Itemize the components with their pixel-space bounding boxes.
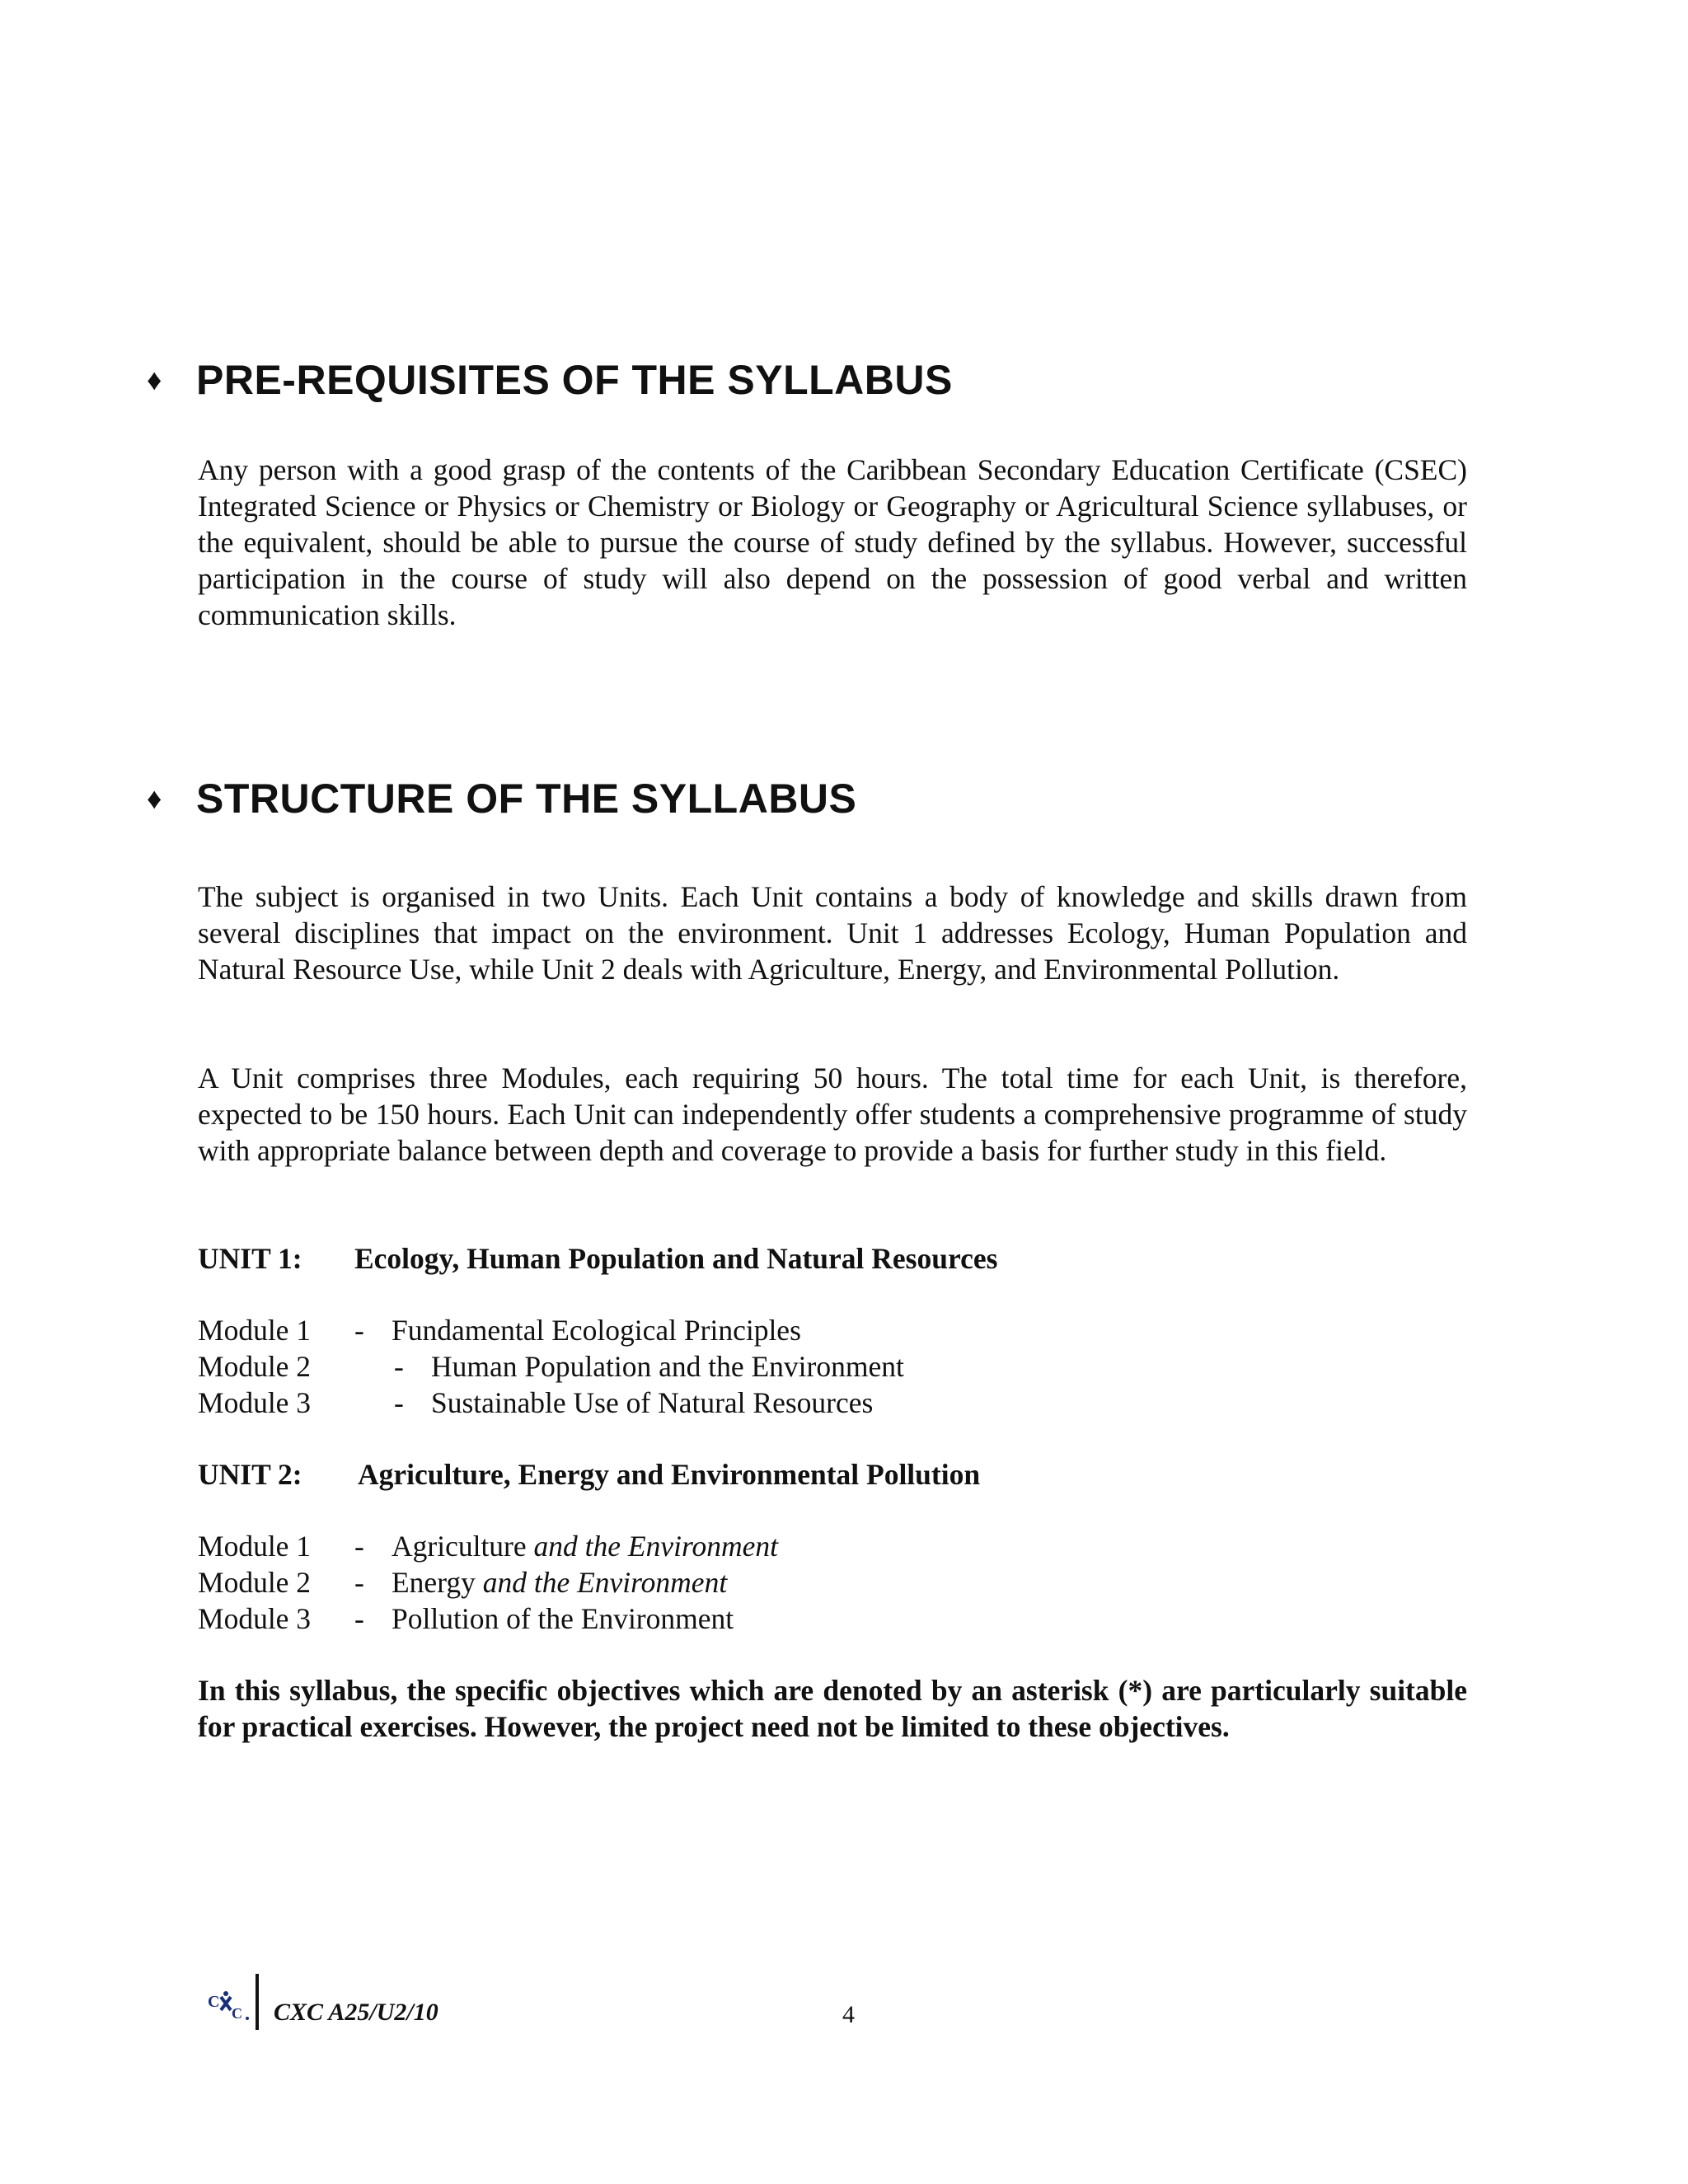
- paragraph-text: A Unit comprises three Modules, each requiring 50 hours. The total time for each Unit, is therefore, expected to be 150 hours. Each Unit can independently offer students a comprehensive programme of study with appropriate balance between depth and coverage to provide a basis for further study in this field.: [198, 1062, 1467, 1167]
- paragraph-text: Any person with a good grasp of the contents of the Caribbean Secondary Education Certificate (CSEC) Integrated Science or Physics or Chemistry or Biology or Geography or Agricultural Science syllabuses, or the equivalent, should be able to pursue the course of study defined by the syllabus. However, successful participation in the course of study will also depend on the possession of good verbal and written communication skills.: [198, 453, 1467, 631]
- section-title: STRUCTURE OF THE SYLLABUS: [196, 776, 857, 822]
- section-heading-structure: [147, 775, 856, 823]
- module-label: Module 2: [198, 1566, 312, 1599]
- unit-2-module-row: [198, 1528, 778, 1564]
- module-dash: -: [394, 1386, 404, 1419]
- module-dash: -: [354, 1314, 364, 1347]
- module-name-italic: and the Environment: [533, 1530, 778, 1563]
- module-label: Module 2: [198, 1350, 312, 1383]
- footer-divider: [256, 1974, 259, 2030]
- module-dash: -: [354, 1530, 364, 1563]
- section-title: PRE-REQUISITES OF THE SYLLABUS: [196, 357, 953, 403]
- diamond-bullet-icon: ♦: [147, 781, 162, 815]
- note-text: In this syllabus, the specific objectives which are denoted by an asterisk (*) are particularly suitable for practical exercises. However, the project need not be limited to these objectives.: [198, 1674, 1467, 1743]
- module-label: Module 3: [198, 1386, 312, 1419]
- page-number: 4: [842, 2001, 855, 2028]
- unit-1-heading: [198, 1240, 997, 1277]
- unit-1-module-row: [198, 1312, 801, 1348]
- unit-title: Agriculture, Energy and Environmental Pollution: [358, 1458, 981, 1491]
- unit-2-module-row: [198, 1564, 727, 1601]
- structure-paragraph-2: [198, 1060, 1467, 1169]
- module-name-italic: and the Environment: [482, 1566, 728, 1599]
- document-code: CXC A25/U2/10: [274, 1999, 438, 2026]
- unit-label: UNIT 2:: [198, 1458, 302, 1491]
- module-label: Module 1: [198, 1314, 312, 1347]
- module-dash: -: [354, 1602, 364, 1635]
- module-dash: -: [354, 1566, 364, 1599]
- prerequisites-paragraph: [198, 452, 1467, 633]
- module-name: Sustainable Use of Natural Resources: [431, 1386, 874, 1419]
- practical-exercises-note: [198, 1672, 1467, 1745]
- unit-title: Ecology, Human Population and Natural Resources: [354, 1242, 998, 1275]
- module-name: Fundamental Ecological Principles: [392, 1314, 801, 1347]
- svg-text:C: C: [232, 2005, 242, 2022]
- module-name: Human Population and the Environment: [431, 1350, 904, 1383]
- diamond-bullet-icon: ♦: [147, 363, 162, 396]
- paragraph-text: The subject is organised in two Units. Each Unit contains a body of knowledge and skills drawn from several disciplines that impact on the environment. Unit 1 addresses Ecology, Human Population and Natural Resource Use, while Unit 2 deals with Agriculture, Energy, and Environmental Pollution.: [198, 880, 1467, 986]
- module-name: Agriculture: [392, 1530, 534, 1563]
- module-label: Module 1: [198, 1530, 312, 1563]
- structure-paragraph-1: [198, 879, 1467, 987]
- module-name: Pollution of the Environment: [392, 1602, 734, 1635]
- section-heading-prerequisites: [147, 356, 953, 404]
- unit-2-heading: [198, 1456, 980, 1493]
- unit-1-module-row: [198, 1348, 904, 1385]
- unit-2-module-row: [198, 1601, 734, 1637]
- module-dash: -: [394, 1350, 404, 1383]
- module-label: Module 3: [198, 1602, 312, 1635]
- cxc-logo-icon: [206, 1982, 251, 2027]
- svg-text:C: C: [208, 1993, 220, 2011]
- unit-label: UNIT 1:: [198, 1242, 302, 1275]
- unit-1-module-row: [198, 1385, 873, 1421]
- module-name: Energy: [392, 1566, 483, 1599]
